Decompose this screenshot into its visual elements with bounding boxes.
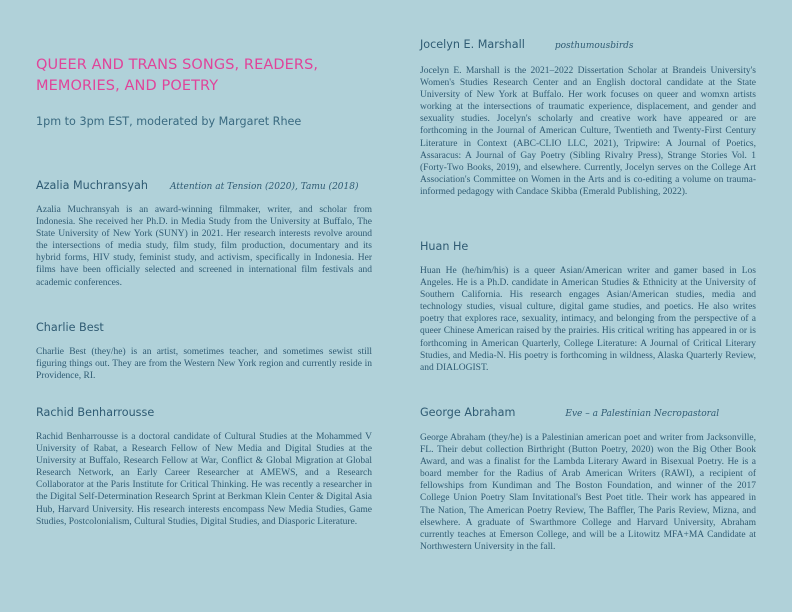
speaker-bio: George Abraham (they/he) is a Palestinian american poet and writer from Jacksonville, FL. Their debut collection Birthright (Button Poetry, 2020) won the Big Other Book Award, and was a finalist for the Lambda Literary Award in Bisexual Poetry. He is a board member for the Radius of Arab American Writers (RAWI), a recipient of fellowships from Kundiman and The Boston Foundation, and winner of the 2017 College Union Poetry Slam Invitational's Best Poet title. Their work has appeared in The Nation, The American Poetry Review, The Baffler, The Paris Review, Mizna, and elsewhere. A graduate of Swarthmore College and Harvard University, Abraham currently teaches at Emerson College, and will be a Litowitz MFA+MA Candidate at Northwestern University in the fall. [420,433,756,552]
speaker-name: Jocelyn E. Marshall [420,38,525,51]
speaker-name: Azalia Muchransyah [36,179,148,192]
speaker-name: George Abraham [420,406,516,419]
speaker-bio: Charlie Best (they/he) is an artist, sometimes teacher, and sometimes sewist still figuring things out. They are from the Western New York region and currently reside in Providence, RI. [36,347,372,382]
event-time: 1pm to 3pm EST, moderated by Margaret Rhee [36,115,302,128]
speaker-rachid-benharrousse [36,403,372,528]
speaker-bio: Jocelyn E. Marshall is the 2021–2022 Dissertation Scholar at Brandeis University's Women's Studies Research Center and an English doctoral candidate at the State University of New York at Buffalo. Her work focuses on queer and womxn artists working at the intersections of traumatic experience, displacement, and gender and sexuality studies. Jocelyn's scholarly and creative work have appeared or are forthcoming in the Journal of American Culture, Twentieth and Twenty-First Century Literature in Context (ABC-CLIO LLC, 2021), Tripwire: A Journal of Poetics, Assaracus: A Journal of Gay Poetry (Sibling Rivalry Press), Strange Stories Vol. 1 (Forty-Two Books, 2019), and elsewhere. Currently, Jocelyn serves on the College Art Association's Committee on Women in the Arts and is co-editing a volume on trauma-informed pedagogy with Candace Skibba (Emerald Publishing, 2022). [420,66,756,197]
speaker-huan-he [420,237,756,374]
event-title: QUEER AND TRANS SONGS, READERS, MEMORIES, AND POETRY [36,57,319,94]
speaker-azalia-muchransyah [36,176,372,289]
speaker-work: Eve – a Palestinian Necropastoral [565,409,720,419]
speaker-name: Huan He [420,240,469,253]
speaker-bio: Rachid Benharrousse is a doctoral candidate of Cultural Studies at the Mohammed V University of Rabat, a Research Fellow of New Media and Digital Studies at the University at Buffalo, Research Fellow at War, Conflict & Global Migration at Global Research Network, an Early Career Researcher at AMEWS, and a Research Collaborator at the Paris Institute for Critical Thinking. He was recently a researcher in the Digital Self-Determination Research Sprint at Berkman Klein Center & Digital Asia Hub, Harvard University. His research interests encompass New Media Studies, Game Studies, Postcolonialism, Cultural Studies, Digital Studies, and Diasporic Literature. [36,432,372,527]
speaker-charlie-best [36,318,372,382]
speaker-work: posthumousbirds [554,41,634,51]
speaker-george-abraham [420,403,756,553]
speaker-jocelyn-marshall [420,35,756,198]
speaker-name: Rachid Benharrousse [36,406,155,419]
speaker-bio: Huan He (he/him/his) is a queer Asian/American writer and gamer based in Los Angeles. He is a Ph.D. candidate in American Studies & Ethnicity at the University of Southern California. His research engages Asian/American studies, media and technology studies, visual culture, digital game studies, and poetics. He also writes poetry that explores race, sexuality, intimacy, and belonging from the perspective of a queer Chinese American raised by the prairies. His critical writing has appeared in or is forthcoming in American Quarterly, College Literature: A Journal of Critical Literary Studies, and Media-N. His poetry is forthcoming in wildness, Alaska Quarterly Review, and DIALOGIST. [420,266,756,373]
speaker-name: Charlie Best [36,321,104,334]
speaker-bio: Azalia Muchransyah is an award-winning filmmaker, writer, and scholar from Indonesia. She received her Ph.D. in Media Study from the University at Buffalo, The State University of New York (SUNY) in 2021. Her research interests revolve around the intersections of media study, film study, film production, documentary and its hybrid forms, HIV study, feminist study, and activism, specifically in Indonesia. Her films have been officially selected and screened in international film festivals and academic conferences. [36,205,372,288]
speaker-work: Attention at Tension (2020), Tamu (2018) [169,182,359,192]
